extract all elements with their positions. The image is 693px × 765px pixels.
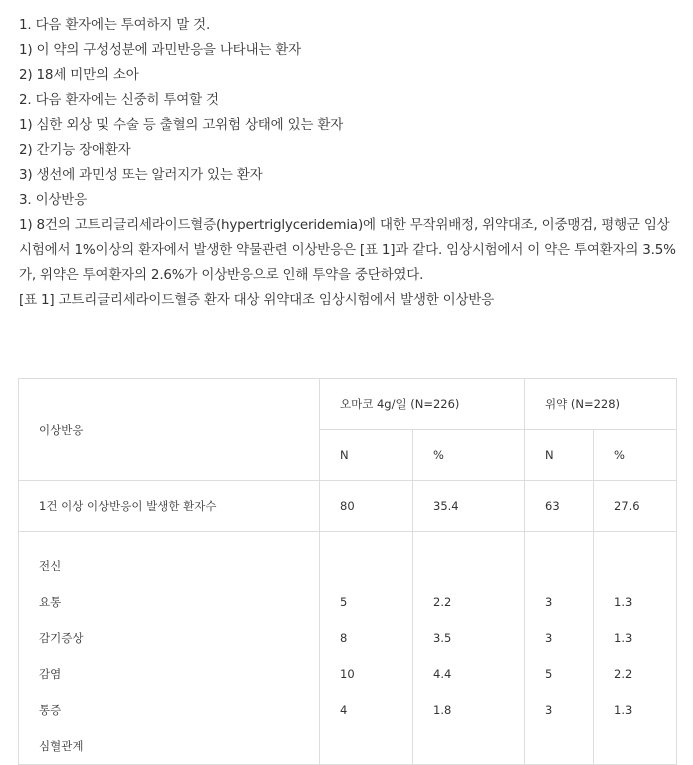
adverse-events-table (18, 378, 677, 765)
cell-value: 10 (340, 667, 355, 681)
total-g2-pct: 27.6 (594, 481, 677, 532)
cell-value: 1.8 (433, 703, 452, 717)
total-label: 1건 이상 이상반응이 발생한 환자수 (19, 481, 320, 532)
text-line: 3) 생선에 과민성 또는 알러지가 있는 환자 (19, 167, 263, 183)
row-label: 감염 (39, 667, 62, 681)
cell-value: 1.3 (614, 595, 633, 609)
text-line: 1. 다음 환자에는 투여하지 말 것. (19, 17, 211, 33)
label-column (19, 532, 320, 765)
row-label: 감기증상 (39, 631, 84, 645)
section-label-systemic: 전신 (39, 559, 62, 573)
cell-value: 2.2 (433, 595, 452, 609)
group2-n-header: N (525, 430, 594, 481)
cell-value: 3 (545, 631, 553, 645)
row-label: 요통 (39, 595, 62, 609)
group1-n-header: N (320, 430, 413, 481)
table-group-row (19, 532, 677, 765)
row-label: 통증 (39, 703, 62, 717)
cell-value: 3 (545, 595, 553, 609)
table-caption: [표 1] 고트리글리세라이드혈증 환자 대상 위약대조 임상시험에서 발생한 이상반응 (19, 292, 495, 308)
row-header-cell: 이상반응 (19, 379, 320, 481)
text-line: 2) 18세 미만의 소아 (19, 67, 139, 83)
table-header-row (19, 379, 677, 430)
g1-n-column (320, 532, 413, 765)
g2-n-column (525, 532, 594, 765)
group1-pct-header: % (413, 430, 525, 481)
group2-header: 위약 (N=228) (525, 379, 677, 430)
text-line: 2. 다음 환자에는 신중히 투여할 것 (19, 92, 219, 108)
text-paragraph: 1) 8건의 고트리글리세라이드혈증(hypertriglyceridemia)에 대한 무작위배정, 위약대조, 이중맹검, 평행군 임상시험에서 1%이상의 환자에서 발생한 약물관련 이상반응은 [표 1]과 같다. 임상시험에서 이 약은 투여환자의 3.5%가, 위약은 투여환자의 2.6%가 이상반응으로 인해 투약을 중단하였다. (19, 217, 676, 283)
cell-value: 5 (545, 667, 553, 681)
total-g2-n: 63 (525, 481, 594, 532)
cell-value: 1.3 (614, 703, 633, 717)
cell-value: 1.3 (614, 631, 633, 645)
cell-value: 5 (340, 595, 348, 609)
cell-value: 8 (340, 631, 348, 645)
cell-value: 2.2 (614, 667, 633, 681)
text-line: 1) 심한 외상 및 수술 등 출혈의 고위험 상태에 있는 환자 (19, 117, 344, 133)
text-line: 1) 이 약의 구성성분에 과민반응을 나타내는 환자 (19, 42, 301, 58)
cell-value: 3 (545, 703, 553, 717)
cell-value: 4.4 (433, 667, 452, 681)
section-label-cardiovascular: 심혈관계 (39, 739, 84, 753)
text-line: 2) 간기능 장애환자 (19, 142, 131, 158)
table-row (19, 481, 677, 532)
cell-value: 3.5 (433, 631, 452, 645)
group1-header: 오마코 4g/일 (N=226) (320, 379, 525, 430)
total-g1-pct: 35.4 (413, 481, 525, 532)
g1-pct-column (413, 532, 525, 765)
g2-pct-column (594, 532, 677, 765)
cell-value: 4 (340, 703, 348, 717)
text-line: 3. 이상반응 (19, 192, 87, 208)
group2-pct-header: % (594, 430, 677, 481)
document-text (19, 13, 679, 313)
total-g1-n: 80 (320, 481, 413, 532)
